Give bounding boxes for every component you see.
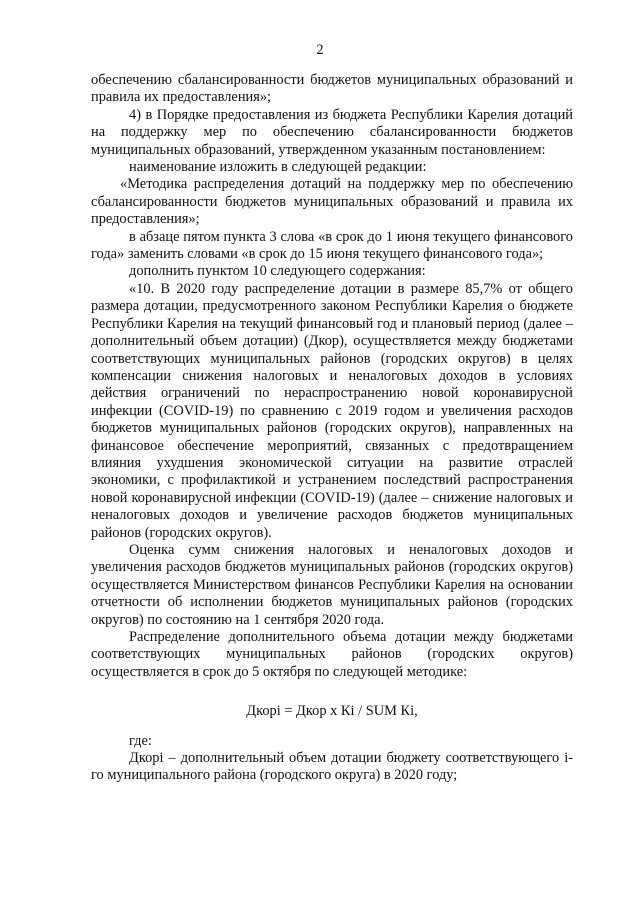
page-number: 2 [316, 42, 324, 58]
paragraph: Оценка сумм снижения налоговых и неналоговых доходов и увеличения расходов бюджетов муниципальных районов (городских округов) осуществляется Министерством финансов Республики Карелия на основании отчетности об исполнении бюджетов муниципальных районов (городских округов) по состоянию на 1 сентября 2020 года. [91, 541, 573, 628]
paragraph: Распределение дополнительного объема дотации между бюджетами соответствующих муниципальных районов (городских округов) осуществляется в срок до 5 октября по следующей методике: [91, 629, 573, 680]
paragraph: Дкорi – дополнительный объем дотации бюджету соответствующего i-го муниципального района (городского округа) в 2020 году; [91, 750, 573, 784]
paragraph: где: [129, 732, 152, 749]
paragraph: «10. В 2020 году распределение дотации в размере 85,7% от общего размера дотации, предусмотренного законом Республики Карелия о бюджете Республики Карелия на текущий финансовый год и плановый период (далее – дополнительный объем дотации) (Дкор), осуществляется между бюджетами соответствующих муниципальных районов (городских округов) в целях компенсации снижения налоговых и неналоговых доходов в условиях действия ограничений по нераспространению новой коронавирусной инфекции (COVID-19) по сравнению с 2019 годом и увеличения расходов бюджетов муниципальных районов (городских округов), направленных на финансовое обеспечение мероприятий, связанных с предотвращением влияния ухудшения экономической ситуации на развитие отраслей экономики, с профилактикой и устранением последствий распространения новой коронавирусной инфекции (COVID-19) (далее – снижение налоговых и неналоговых доходов и увеличение расходов бюджетов муниципальных районов (городских округов). [91, 280, 573, 541]
paragraph: в абзаце пятом пункта 3 слова «в срок до 1 июня текущего финансового года» заменить словами «в срок до 15 июня текущего финансового года»; [91, 228, 573, 263]
document-body [91, 72, 573, 785]
paragraph: обеспечению сбалансированности бюджетов муниципальных образований и правила их предоставления»; [91, 72, 573, 106]
paragraph: 4) в Порядке предоставления из бюджета Республики Карелия дотаций на поддержку мер по обеспечению сбалансированности бюджетов муниципальных образований, утвержденном указанным постановлением: [91, 106, 573, 158]
paragraph: дополнить пунктом 10 следующего содержания: [129, 263, 426, 280]
formula: Дкорi = Дкор x Кi / SUM Кi, [246, 703, 418, 720]
paragraph: «Методика распределения дотаций на поддержку мер по обеспечению сбалансированности бюджетов муниципальных образований и правила их предоставления»; [91, 176, 573, 228]
paragraph: наименование изложить в следующей редакции: [129, 159, 427, 176]
